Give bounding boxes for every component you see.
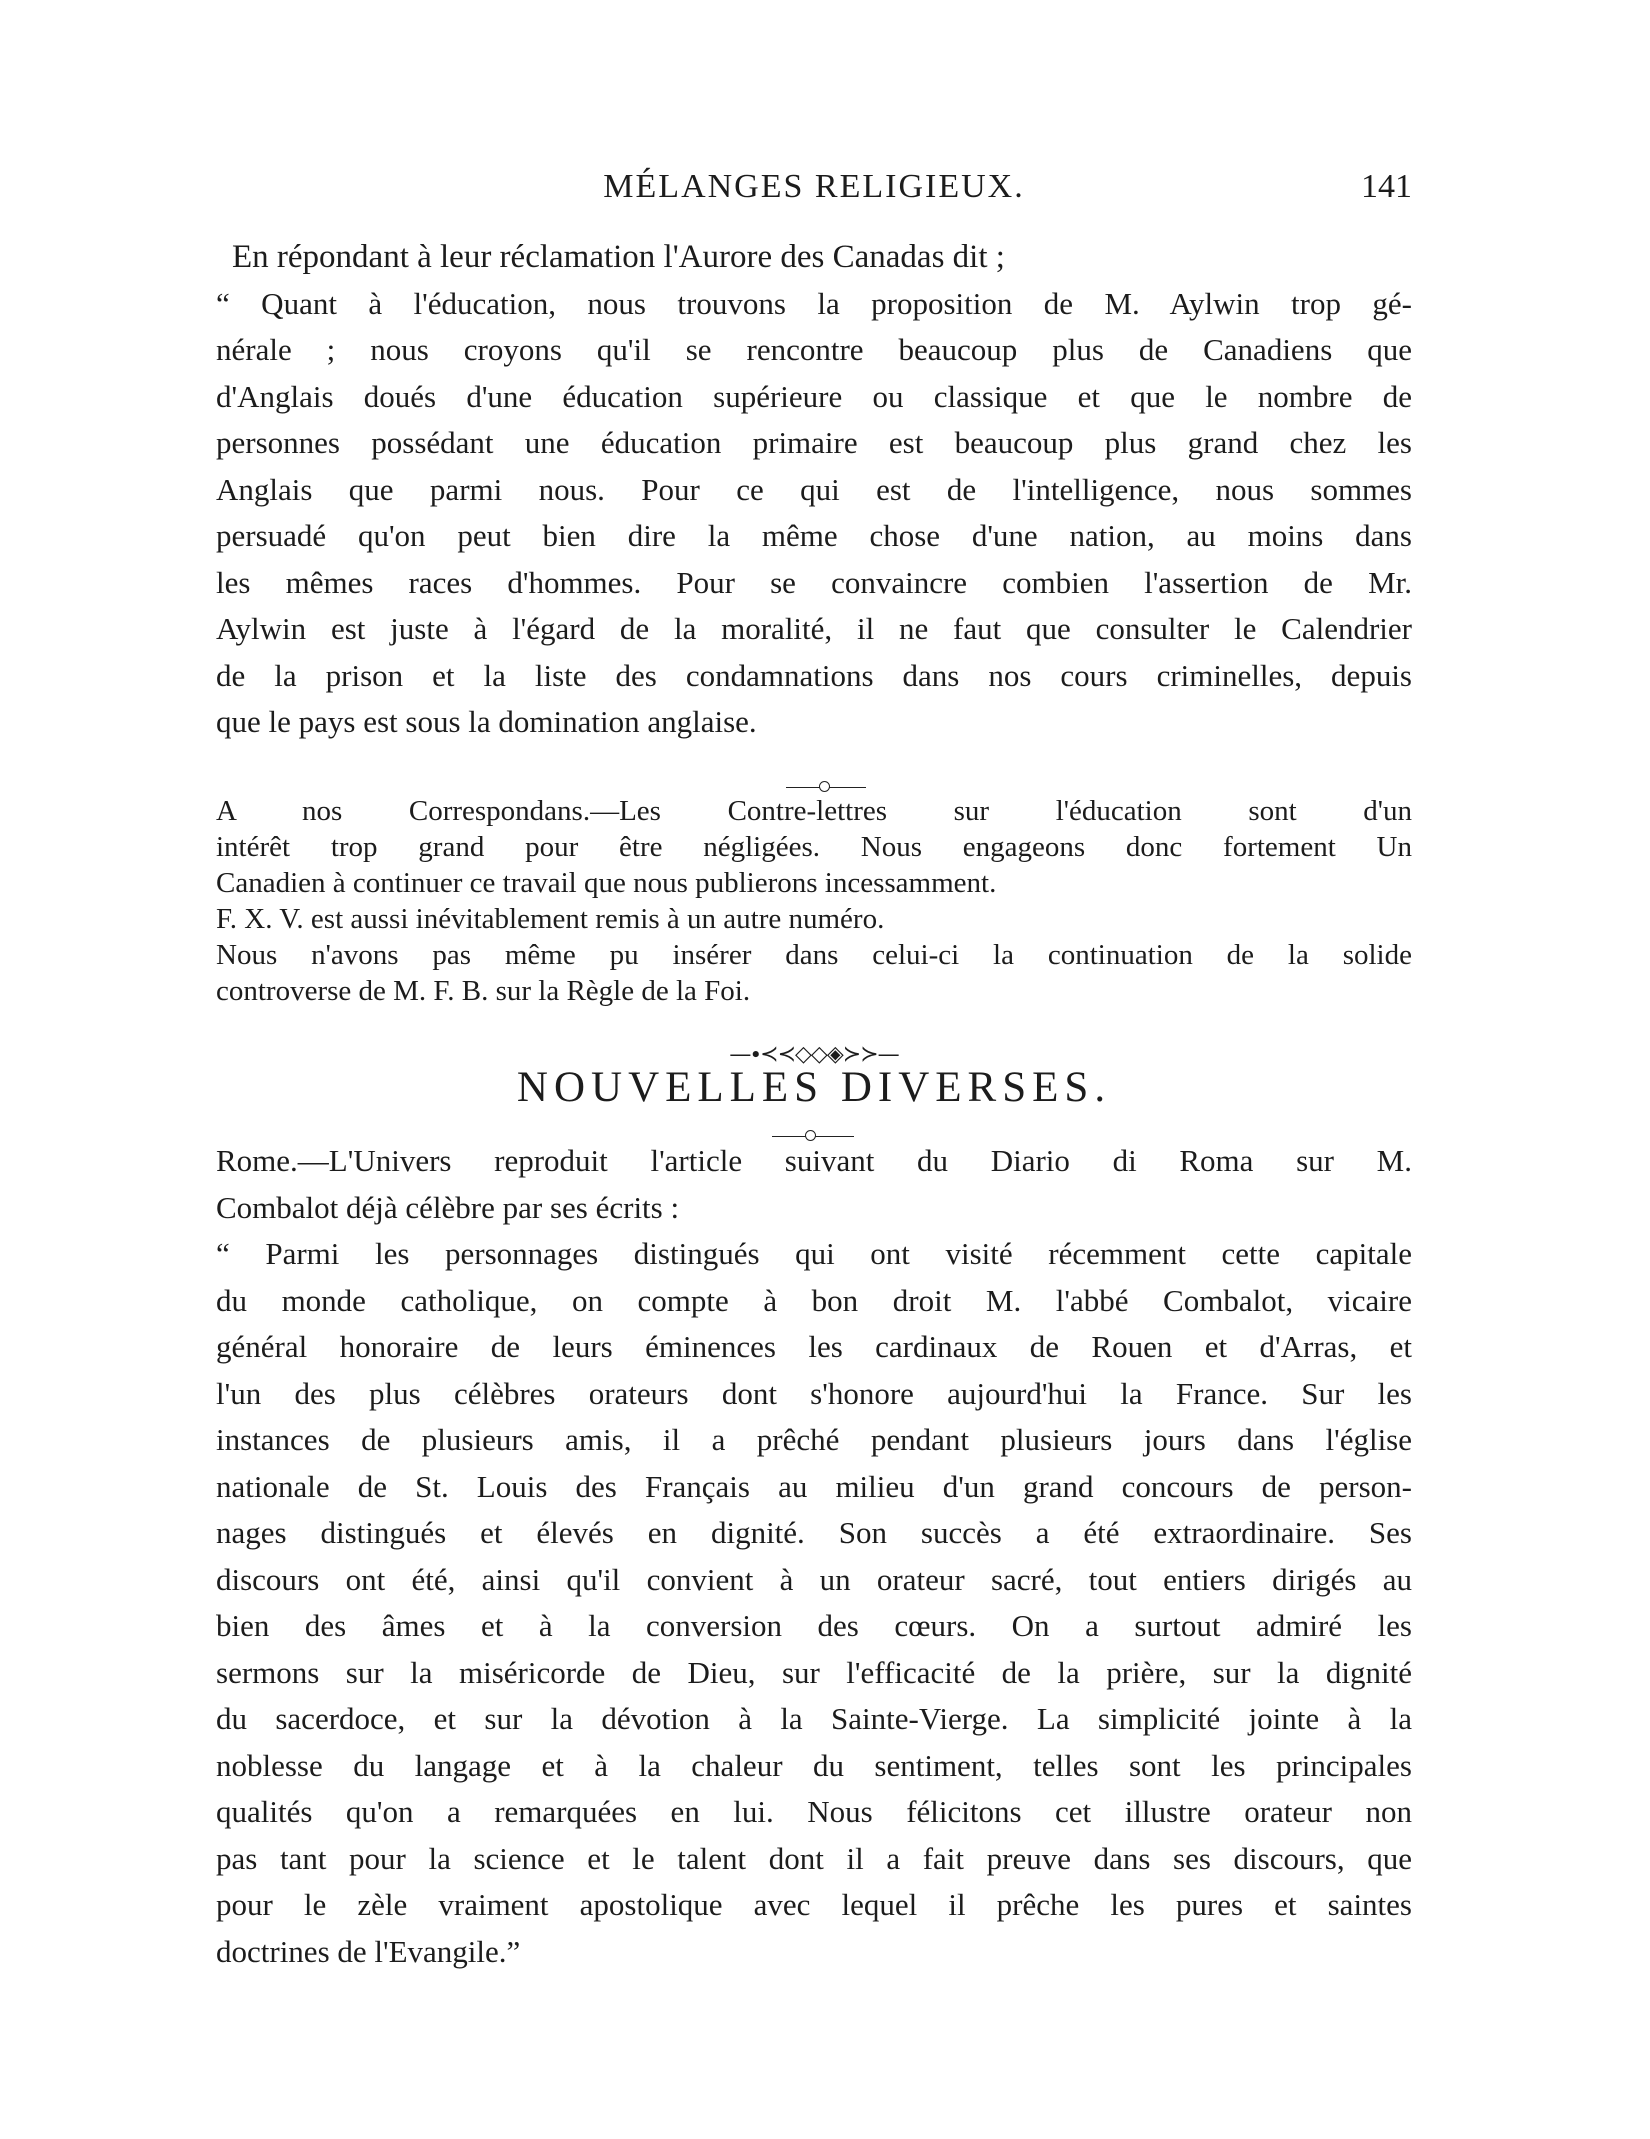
ornament-divider: —∙≺≺◇◇◈≻≻— [729, 1042, 899, 1067]
text-line: du monde catholique, on compte à bon droit M. l'abbé Combalot, vicaire [216, 1282, 1412, 1318]
text-line: noblesse du langage et à la chaleur du sentiment, telles sont les principales [216, 1747, 1412, 1783]
text-line: “ Quant à l'éducation, nous trouvons la proposition de M. Aylwin trop gé- [216, 285, 1412, 321]
text-line: A nos Correspondans.—Les Contre-lettres sur l'éducation sont d'un [216, 795, 1412, 827]
text-line: intérêt trop grand pour être négligées. Nous engageons donc fortement Un [216, 831, 1412, 863]
text-line: controverse de M. F. B. sur la Règle de la Foi. [216, 975, 751, 1007]
text-line: Rome.—L'Univers reproduit l'article suivant du Diario di Roma sur M. [216, 1143, 1412, 1178]
text-line: que le pays est sous la domination anglaise. [216, 704, 757, 739]
page-number: 141 [1361, 168, 1412, 205]
section-title: NOUVELLES DIVERSES. [516, 1064, 1112, 1111]
correspondents-note [216, 793, 1412, 1009]
text-line: Combalot déjà célèbre par ses écrits : [216, 1189, 680, 1225]
text-line: qualités qu'on a remarquées en lui. Nous félicitons cet illustre orateur non [216, 1794, 1412, 1829]
aurore-quote-paragraph [216, 234, 1412, 746]
text-line: nationale de St. Louis des Français au milieu d'un grand concours de person- [216, 1468, 1412, 1504]
running-title: MÉLANGES RELIGIEUX. [603, 168, 1025, 205]
rome-news-article [216, 1138, 1412, 1975]
text-line: doctrines de l'Evangile.” [216, 1933, 521, 1969]
text-line: de la prison et la liste des condamnations dans nos cours criminelles, depuis [216, 657, 1412, 693]
text-line: l'un des plus célèbres orateurs dont s'honore aujourd'hui la France. Sur les [216, 1375, 1412, 1411]
text-line: Canadien à continuer ce travail que nous publierons incessamment. [216, 867, 997, 899]
text-line: “ Parmi les personnages distingués qui ont visité récemment cette capitale [216, 1236, 1412, 1271]
text-line: bien des âmes et à la conversion des cœurs. On a surtout admiré les [216, 1608, 1412, 1643]
text-line: nages distingués et élevés en dignité. Son succès a été extraordinaire. Ses [216, 1515, 1412, 1550]
text-line: général honoraire de leurs éminences les cardinaux de Rouen et d'Arras, et [216, 1329, 1412, 1364]
text-line: les mêmes races d'hommes. Pour se convaincre combien l'assertion de Mr. [216, 564, 1412, 600]
text-line: Aylwin est juste à l'égard de la moralité, il ne faut que consulter le Calendrier [216, 611, 1412, 646]
text-line: Anglais que parmi nous. Pour ce qui est de l'intelligence, nous sommes [216, 471, 1412, 507]
text-line: En répondant à leur réclamation l'Aurore des Canadas dit ; [232, 239, 1005, 275]
page-header [216, 168, 1412, 218]
text-line: du sacerdoce, et sur la dévotion à la Sainte-Vierge. La simplicité jointe à la [216, 1701, 1412, 1736]
text-line: pas tant pour la science et le talent dont il a fait preuve dans ses discours, que [216, 1840, 1412, 1876]
text-line: nérale ; nous croyons qu'il se rencontre beaucoup plus de Canadiens que [216, 332, 1412, 367]
text-line: F. X. V. est aussi inévitablement remis à un autre numéro. [216, 903, 885, 935]
text-line: pour le zèle vraiment apostolique avec lequel il prêche les pures et saintes [216, 1887, 1412, 1922]
text-line: sermons sur la miséricorde de Dieu, sur l'efficacité de la prière, sur la dignité [216, 1654, 1412, 1690]
text-line: d'Anglais doués d'une éducation supérieure ou classique et que le nombre de [216, 378, 1412, 414]
text-line: persuadé qu'on peut bien dire la même chose d'une nation, au moins dans [216, 518, 1412, 553]
text-line: personnes possédant une éducation primaire est beaucoup plus grand chez les [216, 425, 1412, 460]
text-line: instances de plusieurs amis, il a prêché pendant plusieurs jours dans l'église [216, 1422, 1412, 1457]
text-line: Nous n'avons pas même pu insérer dans celui-ci la continuation de la solide [216, 939, 1412, 971]
text-line: discours ont été, ainsi qu'il convient à un orateur sacré, tout entiers dirigés au [216, 1561, 1412, 1597]
